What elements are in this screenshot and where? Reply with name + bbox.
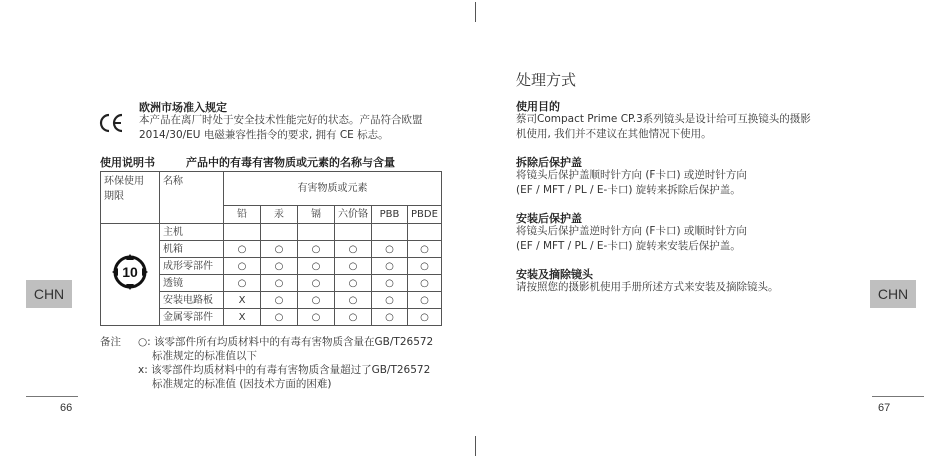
section-purpose-line1: 蔡司Compact Prime CP.3系列镜头是设计给可互换镜头的摄影	[516, 113, 811, 125]
cell-value: ○	[408, 258, 442, 275]
hazardous-substances-table	[100, 171, 442, 326]
cell-value: ○	[261, 241, 298, 258]
row-name: 透镜	[160, 275, 224, 292]
ce-section-title: 欧洲市场准入规定	[139, 101, 227, 114]
note2-line1: x: 该零部件均质材料中的有毒有害物质含量超过了GB/T26572	[138, 364, 431, 376]
section-remove-cap-line1: 将镜头后保护盖顺时针方向 (F卡口) 或逆时针方向	[516, 169, 747, 181]
cell-value: ○	[335, 292, 372, 309]
cell-value: ○	[261, 258, 298, 275]
section-title-purpose: 使用目的	[516, 100, 560, 113]
section-title-attach-cap: 安装后保护盖	[516, 212, 582, 225]
right-page-heading: 处理方式	[516, 71, 577, 89]
cell-value	[408, 224, 442, 241]
cell-value: ○	[372, 309, 408, 326]
cell-value: ○	[408, 309, 442, 326]
cell-value	[372, 224, 408, 241]
ce-section-line1: 本产品在离厂时处于安全技术性能完好的状态。产品符合欧盟	[139, 114, 423, 126]
cell-value: ○	[261, 275, 298, 292]
cell-value: ○	[261, 292, 298, 309]
cell-value: ○	[224, 258, 261, 275]
section-title-mount-lens: 安装及摘除镜头	[516, 268, 593, 281]
page-rule-right	[872, 396, 924, 397]
row-name: 金属零部件	[160, 309, 224, 326]
substance-cadmium: 镉	[298, 206, 335, 224]
section-attach-cap-line1: 将镜头后保护盖逆时针方向 (F卡口) 或顺时针方向	[516, 225, 747, 237]
substance-pbb: PBB	[372, 206, 408, 224]
cell-value	[335, 224, 372, 241]
cell-value: ○	[298, 258, 335, 275]
note1-line1: ○: 该零部件所有均质材料中的有毒有害物质含量在GB/T26572	[138, 336, 434, 348]
section-attach-cap-line2: (EF / MFT / PL / E-卡口) 旋转来安装后保护盖。	[516, 240, 741, 252]
substance-pbde: PBDE	[408, 206, 442, 224]
cell-value: ○	[372, 275, 408, 292]
row-name: 主机	[160, 224, 224, 241]
cell-value: ○	[408, 292, 442, 309]
cell-value	[298, 224, 335, 241]
period-logo-cell	[101, 224, 160, 326]
section-mount-lens-line1: 请按照您的摄影机使用手册所述方式来安装及摘除镜头。	[516, 281, 779, 293]
ce-mark-icon	[98, 112, 124, 134]
cell-value: ○	[261, 309, 298, 326]
cell-value: ○	[372, 241, 408, 258]
period-logo-value: 10	[122, 264, 138, 280]
cell-value: ○	[335, 309, 372, 326]
header-name: 名称	[160, 172, 224, 224]
cell-value: X	[224, 292, 261, 309]
crop-mark-top	[475, 2, 476, 22]
note2-line2: 标准规定的标准值 (因技术方面的困难)	[152, 378, 332, 390]
header-period-line2: 期限	[104, 191, 124, 202]
substance-lead: 铅	[224, 206, 261, 224]
cell-value: X	[224, 309, 261, 326]
ce-section-line2: 2014/30/EU 电磁兼容性指令的要求, 拥有 CE 标志。	[139, 129, 389, 141]
note1-line2: 标准规定的标准值以下	[152, 350, 257, 362]
table-caption-left: 使用说明书	[100, 156, 155, 169]
substance-chromium: 六价铬	[335, 206, 372, 224]
cell-value: ○	[224, 241, 261, 258]
cell-value: ○	[372, 292, 408, 309]
page-rule-left	[26, 396, 78, 397]
header-period-line1: 环保使用	[104, 176, 144, 187]
header-period	[101, 172, 160, 224]
cell-value: ○	[298, 292, 335, 309]
cell-value: ○	[298, 275, 335, 292]
cell-value	[224, 224, 261, 241]
page-number-left: 66	[60, 402, 73, 414]
header-substances: 有害物质或元素	[224, 172, 442, 206]
cell-value: ○	[335, 258, 372, 275]
cell-value: ○	[335, 275, 372, 292]
section-purpose-line2: 机使用, 我们并不建议在其他情况下使用。	[516, 128, 712, 140]
page-number-right: 67	[878, 402, 891, 414]
cell-value	[261, 224, 298, 241]
row-name: 成形零部件	[160, 258, 224, 275]
language-tab-left: CHN	[26, 280, 72, 308]
row-name: 机箱	[160, 241, 224, 258]
cell-value: ○	[372, 258, 408, 275]
table-caption-right: 产品中的有毒有害物质或元素的名称与含量	[186, 156, 395, 169]
cell-value: ○	[408, 275, 442, 292]
cell-value: ○	[408, 241, 442, 258]
cell-value: ○	[298, 241, 335, 258]
cell-value: ○	[298, 309, 335, 326]
crop-mark-bottom	[475, 436, 476, 456]
language-tab-right: CHN	[870, 280, 916, 308]
section-remove-cap-line2: (EF / MFT / PL / E-卡口) 旋转来拆除后保护盖。	[516, 184, 741, 196]
cell-value: ○	[335, 241, 372, 258]
environmental-protection-period-logo-icon	[110, 252, 150, 292]
notes-label: 备注	[100, 336, 121, 348]
section-title-remove-cap: 拆除后保护盖	[516, 156, 582, 169]
substance-mercury: 汞	[261, 206, 298, 224]
cell-value: ○	[224, 275, 261, 292]
row-name: 安装电路板	[160, 292, 224, 309]
